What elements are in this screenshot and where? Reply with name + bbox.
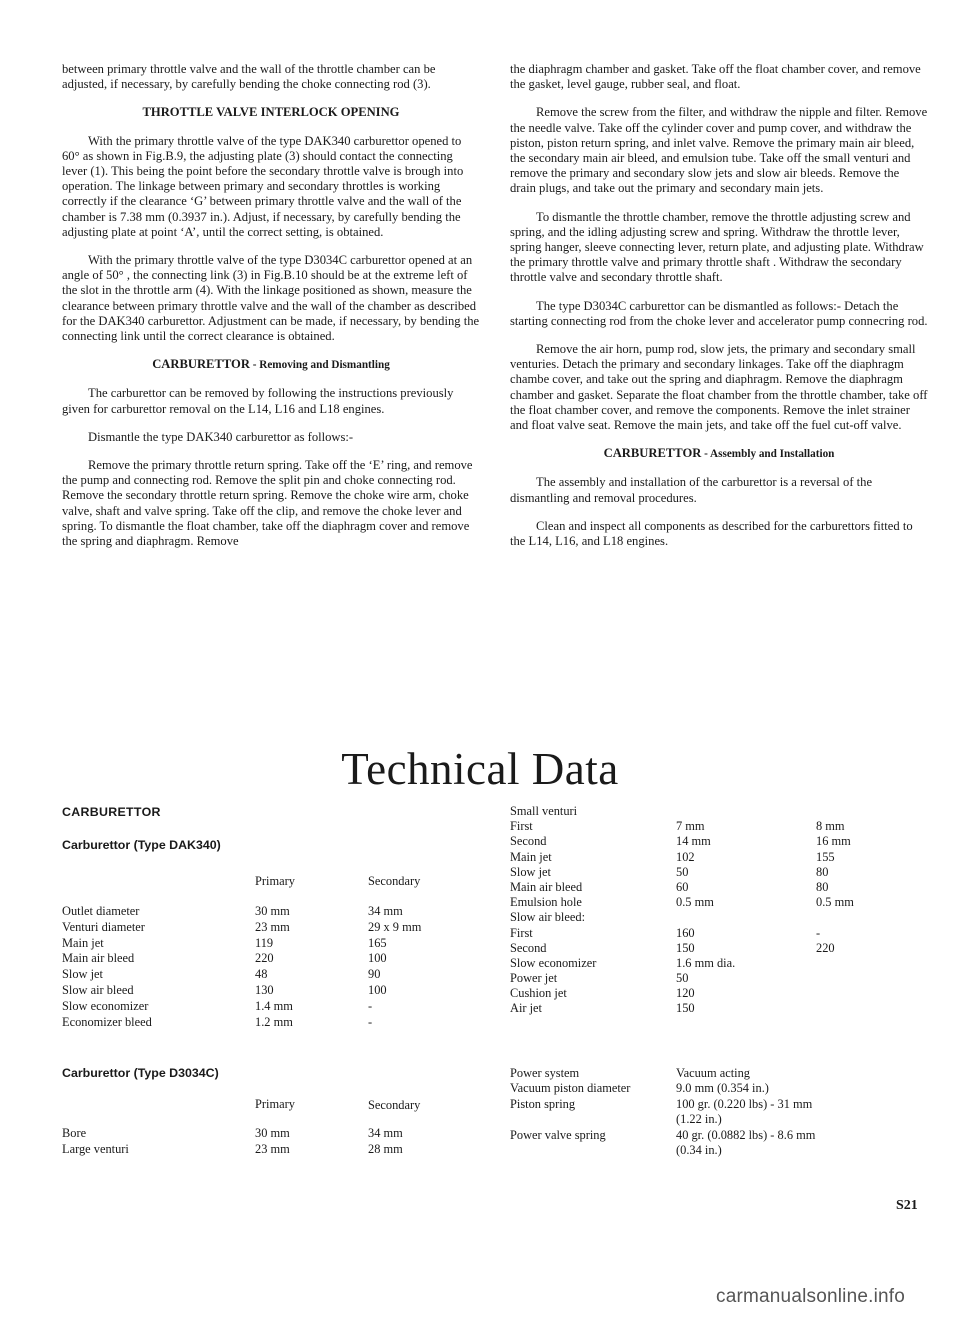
table-cell (816, 804, 854, 819)
table-cell: 16 mm (816, 834, 851, 849)
table-cell: Outlet diameter (62, 904, 140, 918)
table-cell: Venturi diameter (62, 919, 145, 934)
table-cell: 100 (368, 982, 387, 997)
table-cell: 155 (816, 849, 835, 864)
table-cell: 34 mm (368, 904, 403, 918)
table-cell: 90 (368, 967, 381, 982)
table-cell: Slow jet (510, 864, 551, 879)
d3034c-labels (62, 1126, 129, 1158)
d3034c-detail-secondary (816, 804, 854, 1017)
table-cell: 14 mm (676, 834, 711, 849)
table-cell: 30 mm (255, 1126, 290, 1140)
table-cell: Main air bleed (510, 879, 583, 894)
table-cell: Power jet (510, 971, 558, 986)
table-cell: 119 (255, 935, 274, 950)
table-cell: 150 (676, 940, 695, 955)
table-cell: Piston spring (510, 1096, 576, 1111)
table-cell (816, 910, 854, 925)
table-cell: Large venturi (62, 1141, 129, 1156)
table-cell (510, 1143, 630, 1158)
table-cell: Emulsion hole (510, 895, 582, 910)
paragraph: With the primary throttle valve of the type D3034C carburettor opened at an angle of 50° , the connecting link (3) in Fig.B.10 should be at the extreme left of the slot in the throttle arm (4). With the linkage positioned as shown, measure the clearance between primary throttle valve and the wall of the chamber as described for the DAK340 carburettor. Adjustment can be made, if necessary, by bending the connecting link until the correct clearance is obtained. (62, 253, 480, 344)
table-cell: 7 mm (676, 819, 705, 834)
dak340-primary-values (255, 904, 293, 1030)
paragraph: the diaphragm chamber and gasket. Take off the float chamber cover, and remove the gasket, level gauge, rubber seal, and float. (510, 62, 921, 92)
table-cell: First (510, 819, 533, 834)
table-cell: 120 (676, 986, 695, 1001)
dak340-secondary-values (368, 904, 421, 1030)
table-cell: 28 mm (368, 1141, 403, 1156)
paragraph: With the primary throttle valve of the type DAK340 carburettor opened to 60° as shown in Fig.B.9, the adjusting plate (3) should contact the connecting lever (1). This being the point before the secondary throttle valve is brough into operation. The linkage between primary and secondary throttles is working correctly if the clearance ‘G’ between primary throttle valve and the wall of the chamber is 7.38 mm (0.3937 in.). Adjust, if necessary, by carefully bending the adjusting plate at point ‘A’, until the correct setting, is obtained. (62, 133, 464, 239)
dak340-labels (62, 904, 152, 1030)
paragraph: Remove the primary throttle return spring. Take off the ‘E’ ring, and remove the pump and connecting rod. Remove the split pin and choke connecting rod. Remove the secondary throttle return spring. Remove the choke wire arm, choke valve, shaft and valve spring. Take off the clip, and remove the choke lever and spring. To dismantle the float chamber, take off the diaphragm cover and remove the spring and diaphragm. Remove (62, 458, 473, 549)
table-cell: 220 (816, 940, 835, 955)
table-cell: Second (510, 940, 547, 955)
paragraph: Clean and inspect all components as described for the carburettors fitted to the L14, L16, and L18 engines. (510, 518, 913, 549)
table-cell: Air jet (510, 1001, 542, 1016)
dak340-heading: Carburettor (Type DAK340) (62, 838, 221, 852)
table-cell: 0.5 mm (816, 895, 854, 910)
table-cell: 80 (816, 879, 829, 894)
left-text-column (62, 62, 480, 562)
table-cell: 8 mm (816, 819, 845, 834)
paragraph: The carburettor can be removed by following the instructions previously given for carburettor removal on the L14, L16 and L18 engines. (62, 386, 454, 416)
table-cell: Main jet (510, 849, 552, 864)
table-cell: 40 gr. (0.0882 lbs) - 8.6 mm (676, 1127, 816, 1142)
table-cell: 0.5 mm (676, 895, 714, 910)
power-system-values (676, 1066, 815, 1158)
table-cell: 9.0 mm (0.354 in.) (676, 1081, 769, 1096)
technical-data-title: Technical Data (341, 744, 619, 794)
table-cell: 60 (676, 879, 689, 894)
table-cell: 100 gr. (0.220 lbs) - 31 mm (676, 1096, 813, 1111)
table-cell: Slow air bleed (62, 982, 134, 997)
carburettor-section-heading: CARBURETTOR (62, 805, 161, 819)
table-cell: Slow economizer (62, 998, 149, 1013)
table-cell: - (368, 1014, 373, 1029)
d3034c-detail-labels (510, 804, 596, 1017)
table-cell: Slow air bleed: (510, 910, 586, 925)
table-cell (816, 956, 854, 971)
table-cell: 1.4 mm (255, 998, 293, 1013)
table-cell (816, 1001, 854, 1016)
d3034c-secondary-header: Secondary (368, 1098, 421, 1112)
d3034c-heading: Carburettor (Type D3034C) (62, 1066, 219, 1080)
table-cell: 165 (368, 935, 387, 950)
table-cell: 23 mm (255, 1141, 290, 1156)
table-cell: 29 x 9 mm (368, 919, 422, 934)
table-cell: 100 (368, 951, 387, 966)
watermark: carmanualsonline.info (716, 1286, 906, 1307)
d3034c-detail-primary (676, 804, 735, 1017)
table-cell: (0.34 in.) (676, 1142, 722, 1157)
dak340-primary-header: Primary (255, 874, 295, 888)
table-cell: 23 mm (255, 919, 290, 934)
table-cell: Cushion jet (510, 986, 567, 1001)
table-cell (676, 804, 735, 819)
table-cell: Slow jet (62, 967, 103, 982)
table-cell: Slow economizer (510, 955, 597, 970)
table-cell: Power valve spring (510, 1127, 606, 1142)
d3034c-primary-values (255, 1126, 290, 1158)
section-heading: THROTTLE VALVE INTERLOCK OPENING (142, 105, 400, 120)
table-cell: 50 (676, 864, 689, 879)
d3034c-primary-header: Primary (255, 1097, 295, 1111)
table-cell: Economizer bleed (62, 1014, 152, 1029)
table-cell: 80 (816, 864, 829, 879)
table-cell: Main jet (62, 935, 104, 950)
table-cell (816, 986, 854, 1001)
paragraph: The assembly and installation of the carburettor is a reversal of the dismantling and removal procedures. (510, 475, 873, 505)
table-cell: - (816, 925, 821, 940)
table-cell: 102 (676, 849, 695, 864)
paragraph: Remove the air horn, pump rod, slow jets, the primary and secondary small venturies. Detach the primary and secondary linkages. Take off the diaphragm chambe cover, and take out the spring and diaphragm. Remove the diaphragm chamber and gasket. Separate the float chamber from the throttle chamber, take off the float chamber cover, and remove the components. Remove the inlet strainer and float valve seat. Remove the main jets, and take off the fuel cut-off valve. (510, 342, 928, 433)
table-cell: 1.2 mm (255, 1014, 293, 1029)
paragraph: The type D3034C carburettor can be dismantled as follows:- Detach the starting connecting rod from the choke lever and accelerator pump connecring rod. (510, 298, 928, 328)
table-cell: Power system (510, 1066, 580, 1080)
table-cell (510, 1112, 630, 1127)
table-cell: (1.22 in.) (676, 1112, 722, 1127)
table-cell: Vacuum piston diameter (510, 1081, 631, 1096)
table-cell: - (368, 998, 373, 1013)
table-cell: 48 (255, 967, 268, 982)
table-cell: Main air bleed (62, 951, 135, 966)
paragraph: Remove the screw from the filter, and withdraw the nipple and filter. Remove the needle valve. Take off the cylinder cover and pump cover, and withdraw the piston, piston return spring, and inlet valve. Remove the primary main air bleed, the secondary main air bleed, and emulsion tube. Take off the small venturi and remove the primary and secondary slow jets and slow air bleeds. Remove the drain plugs, and take out the primary and secondary main jets. (510, 105, 928, 196)
section-heading: CARBURETTOR - Assembly and Installation (603, 446, 835, 461)
table-cell: 1.6 mm dia. (676, 955, 736, 970)
power-system-labels (510, 1066, 630, 1158)
table-cell (676, 910, 735, 925)
right-text-column (510, 62, 928, 562)
section-heading: CARBURETTOR - Removing and Dismantling (152, 357, 390, 372)
table-cell: 30 mm (255, 904, 290, 918)
table-cell: 150 (676, 1001, 695, 1016)
table-cell: 50 (676, 971, 689, 986)
table-cell: 34 mm (368, 1126, 403, 1140)
table-cell (816, 971, 854, 986)
page-number: S21 (896, 1198, 918, 1213)
table-cell: 220 (255, 951, 274, 966)
table-cell: Bore (62, 1126, 87, 1140)
paragraph: between primary throttle valve and the wall of the throttle chamber can be adjusted, if necessary, by carefully bending the choke connecting rod (3). (62, 62, 436, 92)
table-cell: 130 (255, 982, 274, 997)
table-cell: Small venturi (510, 804, 578, 818)
table-cell: Second (510, 834, 547, 849)
paragraph: To dismantle the throttle chamber, remove the throttle adjusting screw and spring, and the idling adjusting screw and spring. Withdraw the throttle lever, spring hanger, sleeve connecting lever, return plate, and adjusting plate. Withdraw the primary throttle valve and primary throttle shaft . Withdraw the secondary throttle valve and secondary throttle shaft. (510, 209, 924, 285)
paragraph: Dismantle the type DAK340 carburettor as follows:- (88, 429, 354, 444)
dak340-secondary-header: Secondary (368, 874, 421, 888)
table-cell: First (510, 925, 533, 940)
table-cell: Vacuum acting (676, 1066, 750, 1080)
table-cell: 160 (676, 925, 695, 940)
d3034c-secondary-values (368, 1126, 403, 1158)
